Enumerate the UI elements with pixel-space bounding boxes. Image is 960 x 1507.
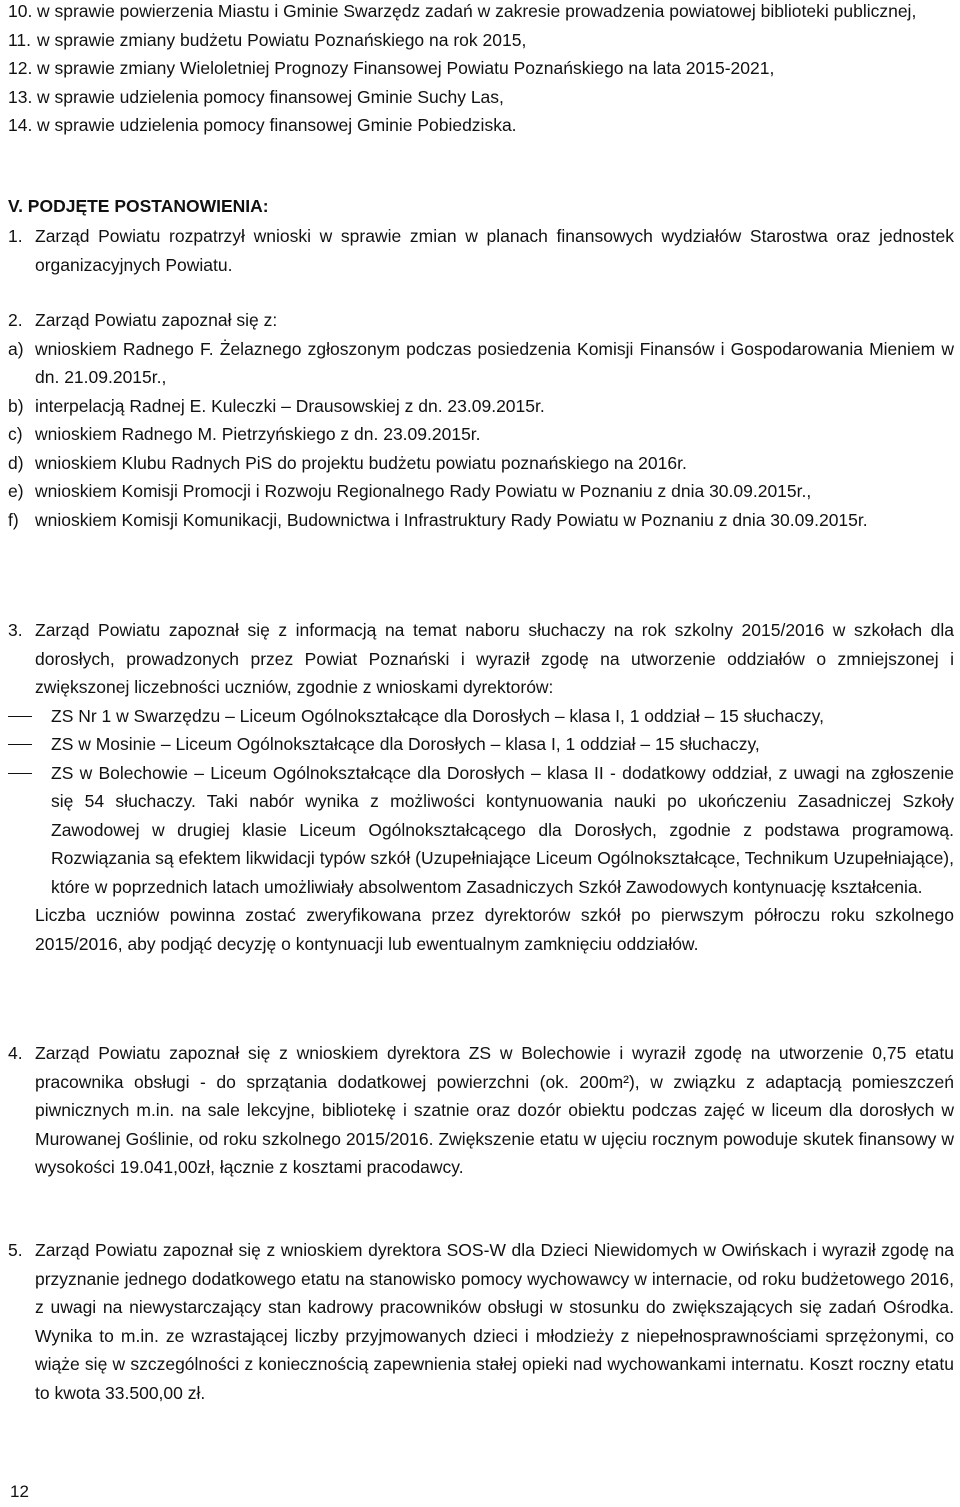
item-text: Zarząd Powiatu zapoznał się z wnioskiem dyrektora ZS w Bolechowie i wyraził zgodę na utworzenie 0,75 etatu pracownika obsługi - do sprzątania dodatkowej powierzchni (ok. 200m²), w związku z adaptacją pomieszczeń piwnicznych m.in. na sale lekcyjne, bibliotekę i szatnie oraz dozór obiektu podczas zajęć w liceum dla dorosłych w Murowanej Goślinie, od roku szkolnego 2015/2016. Zwiększenie etatu w ujęciu rocznym powoduje skutek finansowy w wysokości 19.041,00zł, łącznie z kosztami pracodawcy.: [35, 1043, 954, 1177]
sub-item: [8, 420, 954, 449]
bullet-item: [8, 702, 954, 731]
dash-bullet-icon: [8, 744, 32, 745]
decision-2: [8, 306, 954, 534]
resolutions-list: [8, 0, 950, 140]
sub-item: [8, 506, 954, 535]
item-text: w sprawie udzielenia pomocy finansowej Gminie Suchy Las,: [37, 86, 504, 107]
decision-item: [8, 616, 954, 702]
decision-item: [8, 1236, 954, 1407]
sub-item-text: wnioskiem Komisji Promocji i Rozwoju Regionalnego Rady Powiatu w Poznaniu z dnia 30.09.2015r.,: [35, 481, 812, 501]
decision-4: [8, 1039, 954, 1182]
bullet-item: [8, 730, 954, 759]
decision-3: [8, 616, 954, 958]
item-text: Zarząd Powiatu rozpatrzył wnioski w sprawie zmian w planach finansowych wydziałów Starostwa oraz jednostek organizacyjnych Powiatu.: [35, 226, 954, 275]
dash-bullet-icon: [8, 716, 32, 717]
list-item: [8, 83, 950, 112]
bullet-text: ZS Nr 1 w Swarzędzu – Liceum Ogólnokształcące dla Dorosłych – klasa I, 1 oddział – 15 słuchaczy,: [51, 705, 824, 726]
decision-item: [8, 222, 954, 279]
closing-paragraph: Liczba uczniów powinna zostać zweryfikowana przez dyrektorów szkół po pierwszym półroczu roku szkolnego 2015/2016, aby podjąć decyzję o kontynuacji lub ewentualnym zamknięciu oddziałów.: [35, 905, 954, 954]
item-text: Zarząd Powiatu zapoznał się z wnioskiem dyrektora SOS-W dla Dzieci Niewidomych w Owińskach i wyraził zgodę na przyznanie jednego dodatkowego etatu na stanowisko pomocy wychowawcy w internacie, od roku budżetowego 2016, z uwagi na niewystarczający stan kadrowy pracowników obsługi w stosunku do zwiększających się zadań Ośrodka. Wynika to m.in. ze wzrastającej liczby przyjmowanych dzieci i młodzieży z niepełnosprawnościami sprzężonymi, co wiąże się w szczególności z koniecznością zapewnienia stałej opieki nad wychowankami internatu. Koszt roczny etatu to kwota 33.500,00 zł.: [35, 1240, 954, 1403]
sub-item-text: wnioskiem Radnego M. Pietrzyńskiego z dn. 23.09.2015r.: [35, 424, 481, 444]
item-text: w sprawie zmiany budżetu Powiatu Poznańskiego na rok 2015,: [37, 29, 527, 50]
sub-item-text: interpelacją Radnej E. Kuleczki – Drausowskiej z dn. 23.09.2015r.: [35, 395, 545, 416]
sub-item-letter: c): [8, 424, 23, 444]
item-text: w sprawie zmiany Wieloletniej Prognozy Finansowej Powiatu Poznańskiego na lata 2015-2021,: [37, 58, 775, 78]
decision-5: [8, 1236, 954, 1407]
item-text: w sprawie powierzenia Miastu i Gminie Swarzędz zadań w zakresie prowadzenia powiatowej biblioteki publicznej,: [37, 1, 917, 21]
list-item: [8, 26, 950, 55]
sub-item-letter: e): [8, 481, 24, 501]
decision-item: [8, 306, 954, 335]
item-number: 12.: [8, 58, 33, 78]
sub-item-letter: b): [8, 395, 24, 416]
sub-item-letter: a): [8, 338, 24, 359]
item-text: Zarząd Powiatu zapoznał się z:: [35, 310, 278, 330]
item-number: 5.: [8, 1240, 23, 1260]
item-number: 10.: [8, 1, 33, 21]
sub-item-letter: d): [8, 452, 24, 473]
bullet-text: ZS w Bolechowie – Liceum Ogólnokształcące dla Dorosłych – klasa II - dodatkowy oddział, z uwagi na zgłoszenie się 54 słuchaczy. Taki nabór wynika z możliwości kontynuowania nauki po ukończeniu Zasadniczej Szkoły Zawodowej w drugiej klasie Liceum Ogólnokształcącego dla Dorosłych, zgodnie z podstawa programową. Rozwiązania są efektem likwidacji typów szkół (Uzupełniające Liceum Ogólnokształcące, Technikum Uzupełniające), które w poprzednich latach umożliwiały absolwentom Zasadniczych Szkół Zawodowych kontynuację kształcenia.: [51, 762, 954, 897]
item-number: 13.: [8, 86, 33, 107]
sub-item-text: wnioskiem Radnego F. Żelaznego zgłoszonym podczas posiedzenia Komisji Finansów i Gospodarowania Mieniem w dn. 21.09.2015r.,: [35, 338, 954, 387]
sub-item-text: wnioskiem Komisji Komunikacji, Budownictwa i Infrastruktury Rady Powiatu w Poznaniu z dnia 30.09.2015r.: [35, 509, 868, 530]
item-text: Zarząd Powiatu zapoznał się z informacją na temat naboru słuchaczy na rok szkolny 2015/2016 w szkołach dla dorosłych, prowadzonych przez Powiat Poznański i wyraził zgodę na utworzenie oddziałów o zmniejszonej i zwiększonej liczebności uczniów, zgodnie z wnioskami dyrektorów:: [35, 620, 954, 697]
item-number: 3.: [8, 620, 23, 640]
sub-item: [8, 449, 954, 478]
item-number: 1.: [8, 226, 23, 246]
list-item: [8, 54, 950, 83]
section-heading: V. PODJĘTE POSTANOWIENIA:: [8, 196, 269, 216]
item-number: 4.: [8, 1043, 23, 1063]
item-number: 11.: [8, 29, 32, 50]
bullet-text: ZS w Mosinie – Liceum Ogólnokształcące dla Dorosłych – klasa I, 1 oddział – 15 słuchaczy,: [51, 734, 760, 754]
decision-1: [8, 222, 954, 279]
decision-item: [8, 1039, 954, 1182]
list-item: [8, 111, 950, 140]
item-number: 2.: [8, 310, 23, 330]
dash-bullet-icon: [8, 773, 32, 774]
page-number: 12: [10, 1482, 29, 1501]
sub-item: [8, 477, 954, 506]
list-item: [8, 0, 950, 26]
item-text: w sprawie udzielenia pomocy finansowej Gminie Pobiedziska.: [37, 115, 517, 135]
bullet-item: [8, 759, 954, 902]
sub-item: [8, 335, 954, 392]
sub-item-text: wnioskiem Klubu Radnych PiS do projektu budżetu powiatu poznańskiego na 2016r.: [35, 452, 687, 473]
item-number: 14.: [8, 115, 33, 135]
sub-item: [8, 392, 954, 421]
sub-item-letter: f): [8, 509, 19, 530]
